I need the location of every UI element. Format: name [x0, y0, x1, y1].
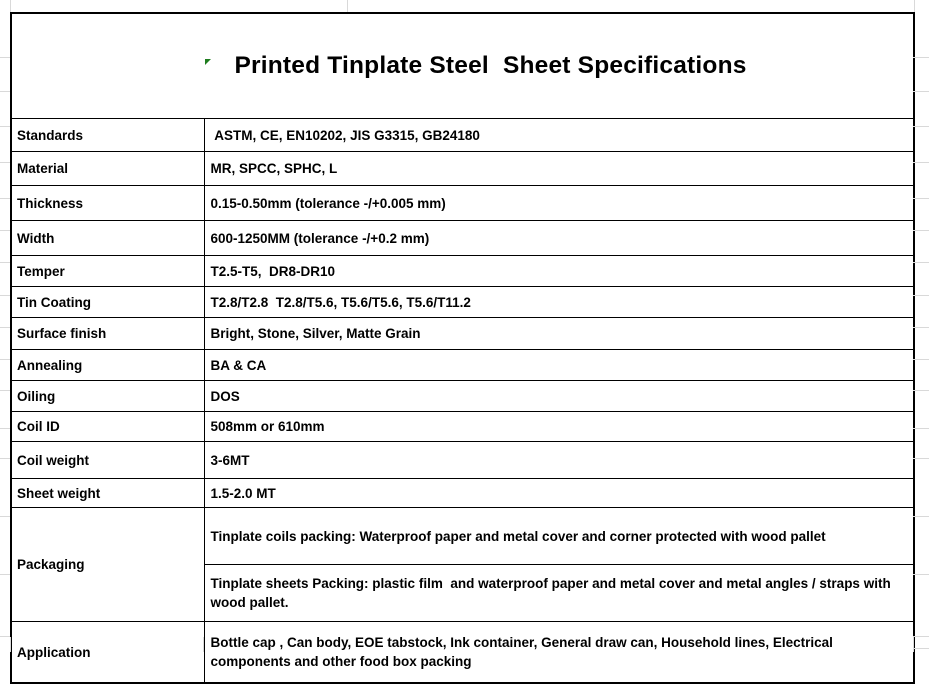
row-label: Width	[17, 230, 55, 246]
table-row	[11, 221, 914, 256]
spreadsheet-gridline	[0, 516, 10, 517]
row-label: Packaging	[17, 557, 85, 573]
spreadsheet-gridline	[913, 262, 929, 263]
spreadsheet-gridline	[0, 428, 10, 429]
spreadsheet-gridline	[913, 390, 929, 391]
spreadsheet-gridline	[0, 230, 10, 231]
cell-label-surface-finish[interactable]	[11, 318, 204, 350]
row-label: Temper	[17, 263, 65, 279]
spreadsheet-gridline	[913, 230, 929, 231]
row-label: Thickness	[17, 195, 84, 211]
specifications-table	[10, 12, 915, 684]
table-row	[11, 318, 914, 350]
spreadsheet-gridline	[913, 637, 914, 652]
row-value: 600-1250MM (tolerance -/+0.2 mm)	[210, 230, 430, 246]
spreadsheet-gridline	[10, 637, 11, 652]
spreadsheet-gridline	[913, 162, 929, 163]
spreadsheet-gridline	[913, 295, 929, 296]
row-label: Coil weight	[17, 452, 89, 468]
spreadsheet-gridline	[0, 198, 10, 199]
cell-value-oiling[interactable]	[204, 381, 914, 412]
spreadsheet-gridline	[914, 0, 915, 12]
row-label: Sheet weight	[17, 485, 101, 501]
spreadsheet-gridline	[913, 648, 929, 649]
cell-label-sheet-weight[interactable]	[11, 479, 204, 508]
table-row	[11, 119, 914, 152]
spreadsheet-gridline	[913, 636, 929, 637]
cell-value-annealing[interactable]	[204, 350, 914, 381]
row-label: Material	[17, 161, 69, 177]
cell-value-packaging-coils[interactable]	[204, 508, 914, 565]
cell-label-coil-id[interactable]	[11, 412, 204, 442]
cell-label-material[interactable]	[11, 152, 204, 186]
row-value: 0.15-0.50mm (tolerance -/+0.005 mm)	[210, 195, 446, 211]
cell-label-packaging[interactable]	[11, 508, 204, 622]
table-row	[11, 152, 914, 186]
row-value: DOS	[210, 388, 240, 404]
spreadsheet-gridline	[913, 428, 929, 429]
spreadsheet-gridline	[0, 262, 10, 263]
table-row	[11, 442, 914, 479]
spreadsheet-gridline	[0, 327, 10, 328]
spreadsheet-gridline	[913, 359, 929, 360]
row-label: Coil ID	[17, 419, 60, 435]
spreadsheet-gridline	[0, 390, 10, 391]
spreadsheet-gridline	[913, 574, 929, 575]
cell-value-application[interactable]	[204, 622, 914, 683]
spreadsheet-gridline	[203, 637, 204, 652]
table-row	[11, 186, 914, 221]
spreadsheet-gridline	[913, 458, 929, 459]
spreadsheet-gridline	[347, 0, 348, 12]
cell-title[interactable]	[11, 13, 914, 119]
row-value: MR, SPCC, SPHC, L	[210, 161, 338, 177]
spreadsheet-gridline	[913, 91, 929, 92]
cell-value-coil-id[interactable]	[204, 412, 914, 442]
cell-label-standards[interactable]	[11, 119, 204, 152]
spreadsheet-gridline	[913, 198, 929, 199]
row-value: ASTM, CE, EN10202, JIS G3315, GB24180	[210, 127, 480, 143]
cell-label-coil-weight[interactable]	[11, 442, 204, 479]
cell-value-temper[interactable]	[204, 256, 914, 287]
table-row	[11, 479, 914, 508]
row-value: 3-6MT	[210, 452, 250, 468]
row-value: T2.5-T5, DR8-DR10	[210, 263, 336, 279]
cell-value-tin-coating[interactable]	[204, 287, 914, 318]
cell-value-width[interactable]	[204, 221, 914, 256]
spreadsheet-gridline	[0, 162, 10, 163]
spreadsheet-gridline	[0, 126, 10, 127]
cell-label-tin-coating[interactable]	[11, 287, 204, 318]
table-row-title	[11, 13, 914, 119]
row-label: Annealing	[17, 357, 83, 373]
spreadsheet-gridline	[0, 359, 10, 360]
spreadsheet-gridline	[0, 458, 10, 459]
spreadsheet-gridline	[0, 636, 10, 637]
table-row	[11, 350, 914, 381]
spreadsheet-gridline	[913, 327, 929, 328]
spreadsheet-gridline	[0, 91, 10, 92]
spreadsheet-gridline	[913, 126, 929, 127]
table-row	[11, 622, 914, 683]
cell-value-coil-weight[interactable]	[204, 442, 914, 479]
row-value: Bottle cap , Can body, EOE tabstock, Ink container, General draw can, Household lines, Electrical components and other food box packing	[210, 634, 837, 670]
row-label: Surface finish	[17, 326, 107, 342]
page-title: Printed Tinplate Steel Sheet Specifications	[234, 51, 747, 79]
row-value: Tinplate coils packing: Waterproof paper and metal cover and corner protected with wood pallet	[210, 528, 826, 544]
cell-value-standards[interactable]	[204, 119, 914, 152]
cell-label-annealing[interactable]	[11, 350, 204, 381]
row-value: 508mm or 610mm	[210, 419, 325, 435]
cell-label-application[interactable]	[11, 622, 204, 683]
cell-label-width[interactable]	[11, 221, 204, 256]
row-value: 1.5-2.0 MT	[210, 485, 276, 501]
row-value: T2.8/T2.8 T2.8/T5.6, T5.6/T5.6, T5.6/T11.2	[210, 294, 471, 310]
row-label: Application	[17, 644, 91, 660]
spreadsheet-gridline	[10, 0, 11, 12]
cell-error-indicator-icon	[205, 59, 211, 65]
spreadsheet-gridline	[913, 57, 929, 58]
row-label: Oiling	[17, 388, 56, 404]
cell-value-sheet-weight[interactable]	[204, 479, 914, 508]
row-label: Tin Coating	[17, 294, 91, 310]
row-value: BA & CA	[210, 357, 267, 373]
row-value: Tinplate sheets Packing: plastic film and waterproof paper and metal cover and metal angles / straps with wood pallet.	[210, 576, 895, 611]
spreadsheet-gridline	[0, 295, 10, 296]
cell-value-packaging-sheets[interactable]	[204, 565, 914, 622]
spreadsheet-gridline	[0, 57, 10, 58]
row-value: Bright, Stone, Silver, Matte Grain	[210, 326, 421, 342]
table-row	[11, 287, 914, 318]
table-row	[11, 412, 914, 442]
cell-label-thickness[interactable]	[11, 186, 204, 221]
spreadsheet-gridline	[913, 516, 929, 517]
table-row-packaging-coils	[11, 508, 914, 565]
cell-label-oiling[interactable]	[11, 381, 204, 412]
cell-value-surface-finish[interactable]	[204, 318, 914, 350]
table-row	[11, 256, 914, 287]
cell-label-temper[interactable]	[11, 256, 204, 287]
cell-value-thickness[interactable]	[204, 186, 914, 221]
table-row	[11, 381, 914, 412]
cell-value-material[interactable]	[204, 152, 914, 186]
row-label: Standards	[17, 127, 84, 143]
spreadsheet-gridline	[0, 574, 10, 575]
